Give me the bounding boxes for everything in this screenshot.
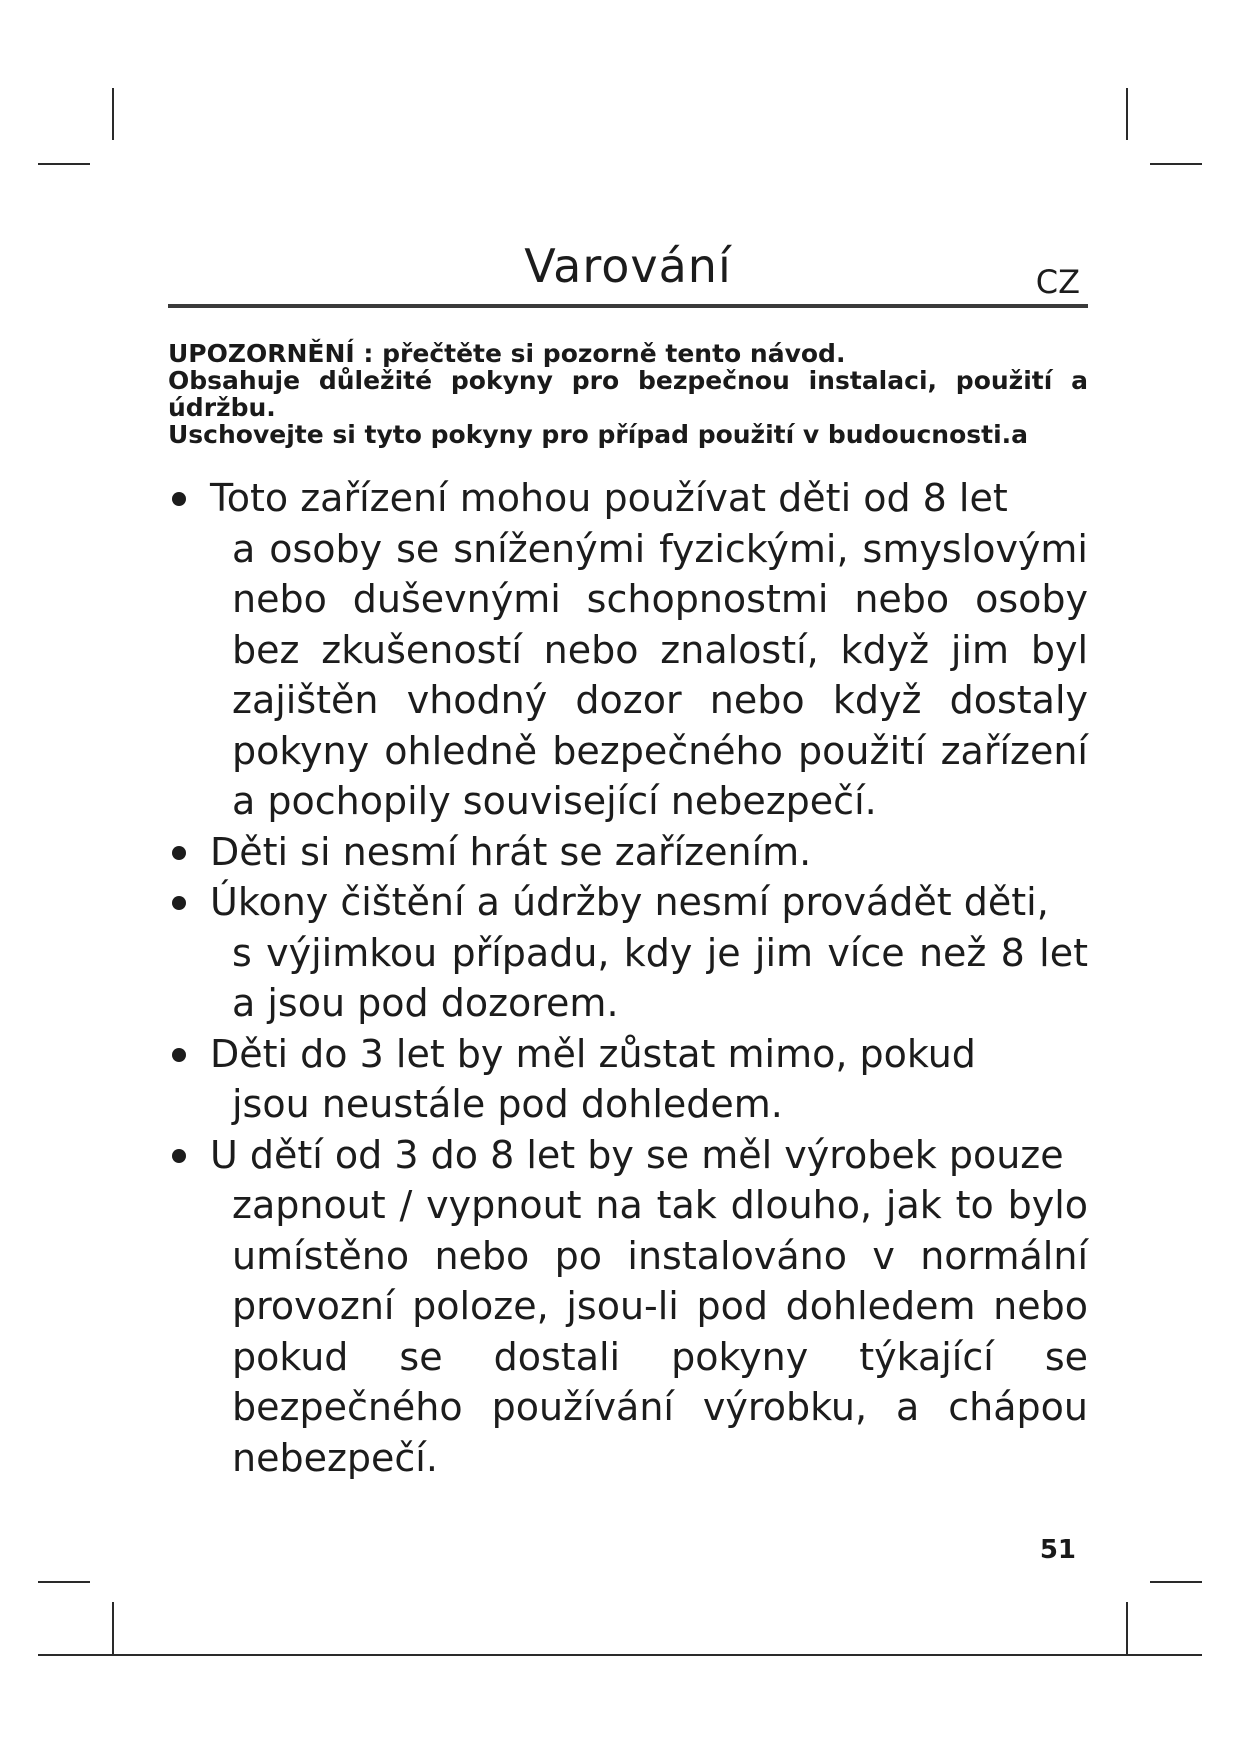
language-code: CZ: [1035, 263, 1080, 301]
bullet-icon: [172, 896, 186, 910]
page-number: 51: [1039, 1535, 1076, 1565]
safety-instructions-list: [168, 473, 1088, 1483]
list-item: [168, 827, 1088, 878]
list-item-text: jsou neustále pod dohledem.: [232, 1082, 783, 1126]
list-item: [168, 1130, 1088, 1484]
bullet-icon: [172, 846, 186, 860]
notice-line: Obsahuje důležité pokyny pro bezpečnou instalaci, použití a údržbu.: [168, 366, 1088, 422]
list-item-first-line: Děti do 3 let by měl zůstat mimo, pokud: [210, 1031, 976, 1076]
list-item-first-line: U dětí od 3 do 8 let by se měl výrobek pouze: [210, 1132, 1064, 1177]
warning-notice: [168, 340, 1088, 448]
list-item: [168, 1029, 1088, 1130]
notice-line: UPOZORNĚNÍ : přečtěte si pozorně tento návod.: [168, 339, 846, 368]
list-item: [168, 877, 1088, 1029]
notice-line: Uschovejte si tyto pokyny pro případ použití v budoucnosti.a: [168, 420, 1029, 449]
list-item-text: s výjimkou případu, kdy je jim více než 8 let a jsou pod dozorem.: [232, 930, 1088, 1025]
bullet-icon: [172, 1149, 186, 1163]
crop-mark: [112, 1602, 114, 1654]
trim-line: [38, 1654, 1202, 1656]
crop-mark: [1150, 163, 1202, 165]
list-item-first-line: Úkony čištění a údržby nesmí provádět děti,: [210, 880, 1049, 924]
page-title: Varování: [524, 239, 732, 293]
page-header: [168, 238, 1088, 308]
list-item: [168, 473, 1088, 827]
bullet-icon: [172, 1048, 186, 1062]
list-item-text: a osoby se sníženými fyzickými, smyslovými nebo duševnými schopnostmi nebo osoby bez zkušeností nebo znalostí, když jim byl zajištěn vhodný dozor nebo když dostaly pokyny ohledně bezpečného použití zařízení a pochopily související nebezpečí.: [232, 526, 1088, 823]
crop-mark: [1126, 88, 1128, 140]
crop-mark: [112, 88, 114, 140]
bullet-icon: [172, 492, 186, 506]
list-item-first-line: Děti si nesmí hrát se zařízením.: [210, 829, 812, 874]
crop-mark: [38, 163, 90, 165]
list-item-text: zapnout / vypnout na tak dlouho, jak to bylo umístěno nebo po instalováno v normální provozní poloze, jsou-li pod dohledem nebo pokud se dostali pokyny týkající se bezpečného používání výrobku, a chápou nebezpečí.: [232, 1183, 1088, 1480]
crop-mark: [1126, 1602, 1128, 1654]
crop-mark: [1150, 1581, 1202, 1583]
list-item-first-line: Toto zařízení mohou používat děti od 8 let: [210, 476, 1008, 520]
crop-mark: [38, 1581, 90, 1583]
